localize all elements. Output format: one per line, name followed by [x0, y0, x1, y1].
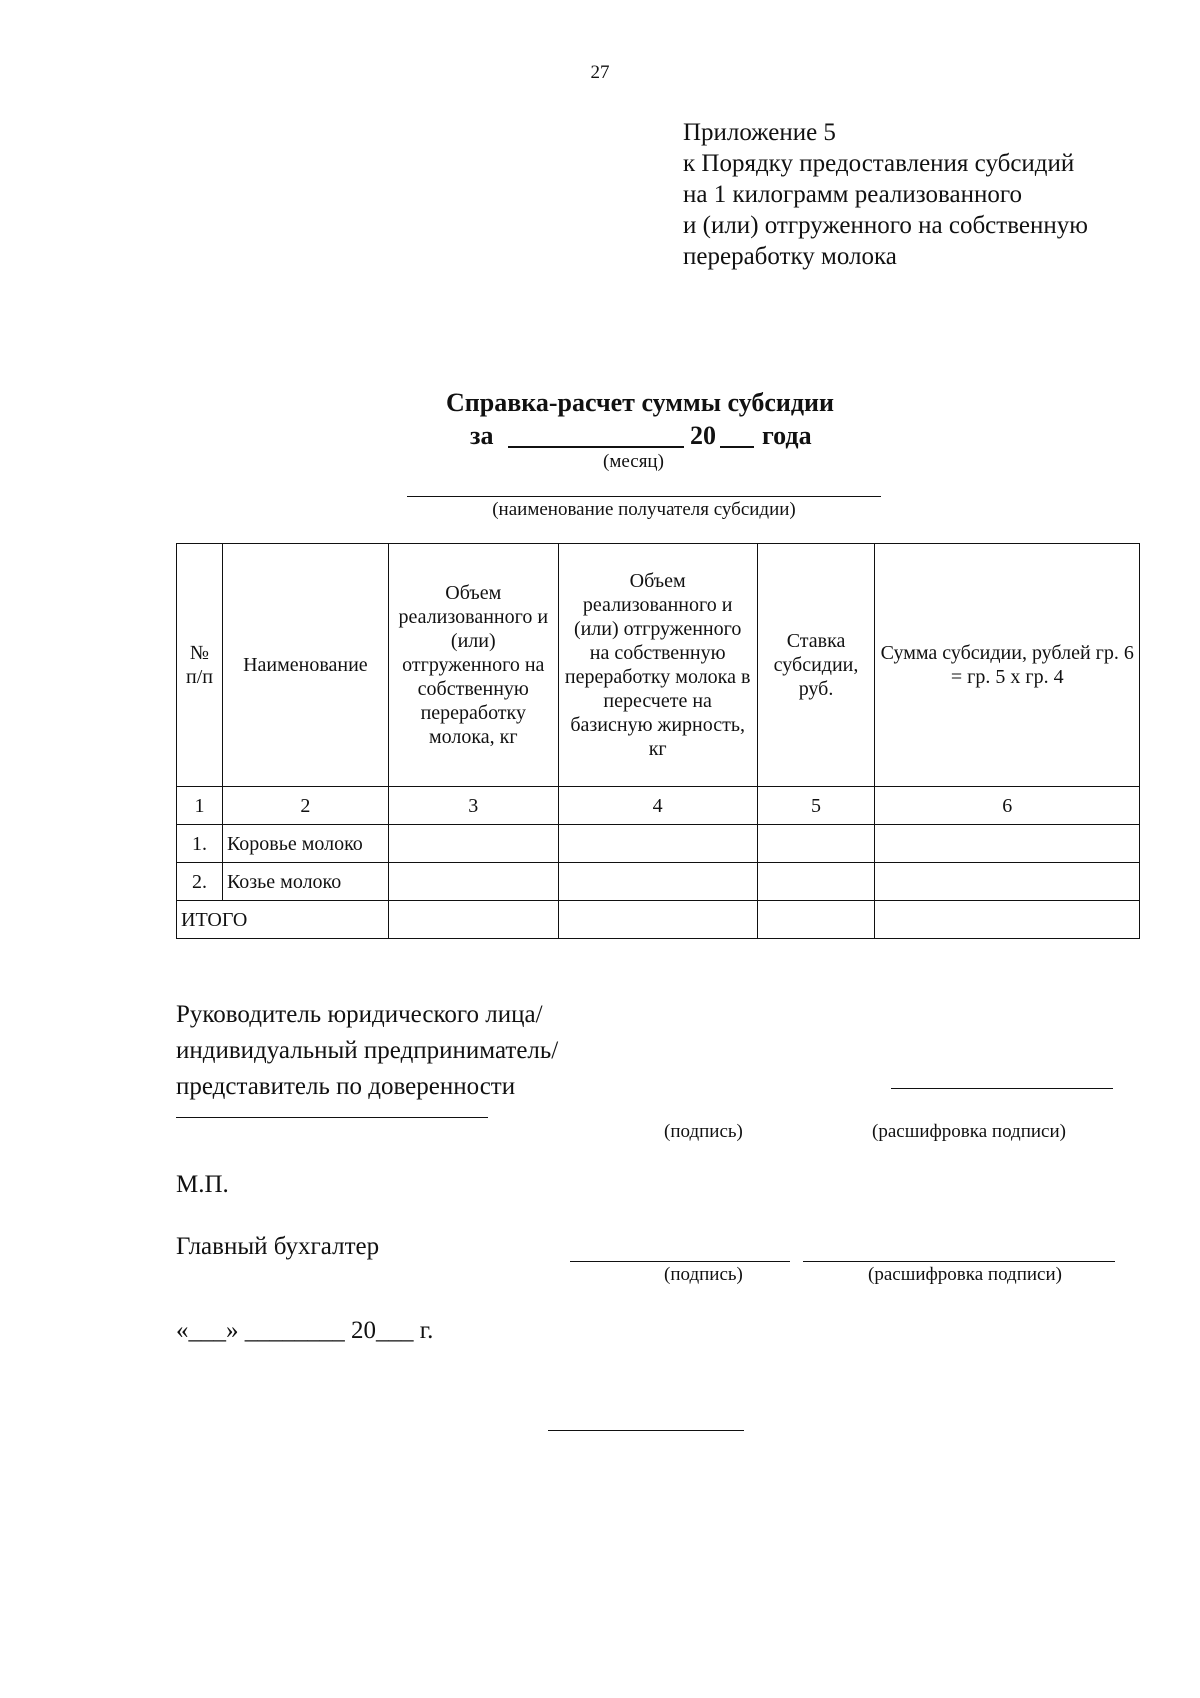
header-sum: Сумма субсидии, рублей гр. 6 = гр. 5 х гр. 4 — [875, 544, 1140, 787]
header-volume-base-fat: Объем реализованного и (или) отгруженного на собственную переработку молока в пересчете на базисную жирность, кг — [558, 544, 757, 787]
recipient-blank-line — [407, 496, 881, 497]
accountant-decoding-line — [803, 1261, 1115, 1262]
column-number: 4 — [558, 787, 757, 825]
row-name: Козье молоко — [222, 863, 388, 901]
table-cell — [875, 901, 1140, 939]
column-number: 3 — [388, 787, 558, 825]
page-number: 27 — [590, 62, 610, 83]
row-number: 2. — [177, 863, 223, 901]
recipient-caption: (наименование получателя субсидии) — [492, 499, 796, 520]
table-row — [177, 863, 1140, 901]
document-title: Справка-расчет суммы субсидии — [445, 388, 835, 417]
head-decoding-caption: (расшифровка подписи) — [872, 1121, 1066, 1142]
subsidy-table — [176, 543, 1140, 939]
table-cell — [757, 901, 875, 939]
total-label: ИТОГО — [177, 901, 389, 939]
header-volume: Объем реализованного и (или) отгруженного на собственную переработку молока, кг — [388, 544, 558, 787]
head-signature-label — [176, 997, 558, 1105]
column-number: 2 — [222, 787, 388, 825]
table-row — [177, 825, 1140, 863]
table-cell — [875, 863, 1140, 901]
period-year-suffix: года — [762, 421, 812, 450]
header-number: № п/п — [177, 544, 223, 787]
table-cell — [388, 863, 558, 901]
month-blank-line — [508, 446, 684, 448]
head-label-line: индивидуальный предприниматель/ — [176, 1037, 559, 1064]
row-number: 1. — [177, 825, 223, 863]
appendix-line: и (или) отгруженного на собственную — [683, 212, 1088, 239]
table-cell — [388, 825, 558, 863]
bottom-separator-line — [548, 1430, 744, 1431]
column-number: 1 — [177, 787, 223, 825]
month-caption: (месяц) — [603, 451, 664, 472]
period-year-prefix: 20 — [690, 421, 716, 450]
table-cell — [757, 825, 875, 863]
header-rate: Ставка субсидии, руб. — [757, 544, 875, 787]
accountant-signature-caption: (подпись) — [664, 1264, 743, 1285]
representative-blank-line — [176, 1117, 488, 1118]
appendix-line: на 1 килограмм реализованного — [683, 181, 1022, 208]
head-label-line: Руководитель юридического лица/ — [176, 1001, 543, 1028]
table-cell — [388, 901, 558, 939]
chief-accountant-label: Главный бухгалтер — [176, 1233, 380, 1260]
accountant-decoding-caption: (расшифровка подписи) — [868, 1264, 1062, 1285]
head-signature-caption: (подпись) — [664, 1121, 743, 1142]
row-name: Коровье молоко — [222, 825, 388, 863]
head-decoding-blank-line — [891, 1088, 1113, 1089]
table-cell — [875, 825, 1140, 863]
table-cell — [558, 825, 757, 863]
appendix-note — [683, 117, 1088, 272]
table-header-row — [177, 544, 1140, 787]
column-number: 5 — [757, 787, 875, 825]
table-cell — [558, 863, 757, 901]
date-line: «___» ________ 20___ г. — [176, 1317, 434, 1344]
table-cell — [757, 863, 875, 901]
head-label-line: представитель по доверенности — [176, 1073, 516, 1100]
year-blank-line — [720, 446, 754, 448]
column-number-row — [177, 787, 1140, 825]
column-number: 6 — [875, 787, 1140, 825]
table-cell — [558, 901, 757, 939]
period-za: за — [470, 421, 494, 450]
appendix-line: Приложение 5 — [683, 119, 836, 146]
appendix-line: переработку молока — [683, 243, 897, 270]
accountant-signature-line — [570, 1261, 790, 1262]
appendix-line: к Порядку предоставления субсидий — [683, 150, 1075, 177]
table-total-row — [177, 901, 1140, 939]
header-name: Наименование — [222, 544, 388, 787]
stamp-place: М.П. — [176, 1171, 229, 1198]
